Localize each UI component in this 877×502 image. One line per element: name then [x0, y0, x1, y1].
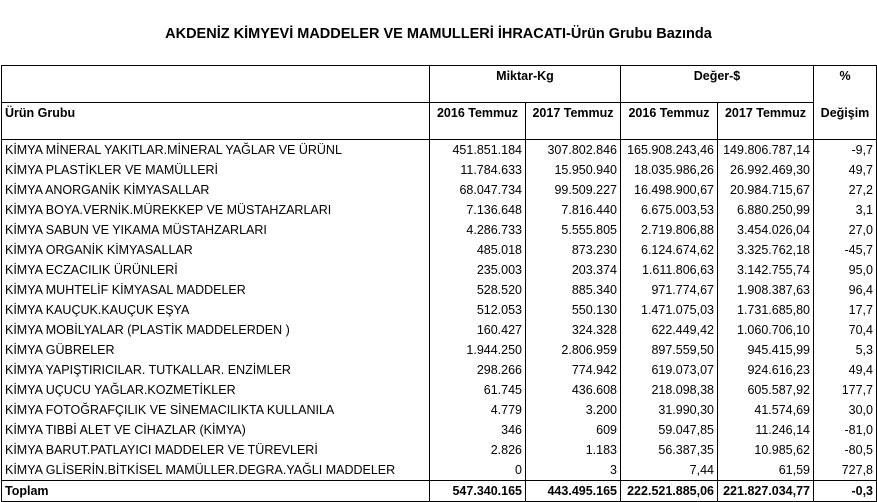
- row-name: KİMYA FOTOĞRAFÇILIK VE SİNEMACILIKTA KULLANILA: [2, 400, 430, 420]
- row-kg-2016: 4.779: [430, 400, 526, 420]
- row-kg-2016: 4.286.733: [430, 220, 526, 240]
- row-name: KİMYA KAUÇUK.KAUÇUK EŞYA: [2, 300, 430, 320]
- row-usd-2016: 7,44: [621, 460, 718, 481]
- row-name: KİMYA BOYA.VERNİK.MÜREKKEP VE MÜSTAHZARLARI: [2, 200, 430, 220]
- row-kg-2017: 550.130: [526, 300, 621, 320]
- total-usd-2017: 221.827.034,77: [718, 481, 814, 502]
- row-pct: -81,0: [814, 420, 877, 440]
- header-usd-2017: 2017 Temmuz: [718, 103, 814, 140]
- row-usd-2017: 149.806.787,14: [718, 140, 814, 161]
- table-row: [2, 180, 877, 200]
- row-name: KİMYA GÜBRELER: [2, 340, 430, 360]
- header-degisim: Değişim: [814, 103, 877, 140]
- row-usd-2017: 6.880.250,99: [718, 200, 814, 220]
- row-kg-2016: 0: [430, 460, 526, 481]
- table-row: [2, 380, 877, 400]
- header-kg-2016: 2016 Temmuz: [430, 103, 526, 140]
- row-usd-2017: 61,59: [718, 460, 814, 481]
- row-usd-2016: 31.990,30: [621, 400, 718, 420]
- row-usd-2017: 1.908.387,63: [718, 280, 814, 300]
- row-kg-2016: 298.266: [430, 360, 526, 380]
- table-row: [2, 360, 877, 380]
- row-kg-2016: 528.520: [430, 280, 526, 300]
- row-kg-2016: 346: [430, 420, 526, 440]
- row-usd-2016: 2.719.806,88: [621, 220, 718, 240]
- row-usd-2017: 924.616,23: [718, 360, 814, 380]
- total-label: Toplam: [2, 481, 430, 502]
- row-kg-2016: 11.784.633: [430, 160, 526, 180]
- header-kg-2017: 2017 Temmuz: [526, 103, 621, 140]
- row-usd-2016: 1.611.806,63: [621, 260, 718, 280]
- row-name: KİMYA GLİSERİN.BİTKİSEL MAMÜLLER.DEGRA.YAĞLI MADDELER: [2, 460, 430, 481]
- row-kg-2017: 436.608: [526, 380, 621, 400]
- row-kg-2017: 2.806.959: [526, 340, 621, 360]
- row-usd-2016: 218.098,38: [621, 380, 718, 400]
- row-kg-2017: 15.950.940: [526, 160, 621, 180]
- row-usd-2016: 6.124.674,62: [621, 240, 718, 260]
- row-kg-2017: 7.816.440: [526, 200, 621, 220]
- row-pct: 49,4: [814, 360, 877, 380]
- row-kg-2016: 512.053: [430, 300, 526, 320]
- table-row: [2, 300, 877, 320]
- row-usd-2017: 3.142.755,74: [718, 260, 814, 280]
- row-usd-2016: 16.498.900,67: [621, 180, 718, 200]
- row-kg-2016: 7.136.648: [430, 200, 526, 220]
- table-row: [2, 460, 877, 481]
- row-kg-2016: 61.745: [430, 380, 526, 400]
- row-name: KİMYA PLASTİKLER VE MAMÜLLERİ: [2, 160, 430, 180]
- table-row: [2, 220, 877, 240]
- row-usd-2016: 897.559,50: [621, 340, 718, 360]
- row-pct: 17,7: [814, 300, 877, 320]
- row-pct: -9,7: [814, 140, 877, 161]
- row-usd-2017: 945.415,99: [718, 340, 814, 360]
- row-pct: 177,7: [814, 380, 877, 400]
- row-kg-2017: 873.230: [526, 240, 621, 260]
- row-usd-2017: 3.454.026,04: [718, 220, 814, 240]
- row-kg-2017: 774.942: [526, 360, 621, 380]
- row-usd-2016: 56.387,35: [621, 440, 718, 460]
- table-row: [2, 280, 877, 300]
- total-pct: -0,3: [814, 481, 877, 502]
- row-kg-2016: 1.944.250: [430, 340, 526, 360]
- row-kg-2017: 307.802.846: [526, 140, 621, 161]
- total-kg-2016: 547.340.165: [430, 481, 526, 502]
- row-name: KİMYA BARUT.PATLAYICI MADDELER VE TÜREVLERİ: [2, 440, 430, 460]
- row-kg-2017: 609: [526, 420, 621, 440]
- row-usd-2017: 11.246,14: [718, 420, 814, 440]
- table-row: [2, 240, 877, 260]
- row-kg-2017: 203.374: [526, 260, 621, 280]
- total-row: [2, 481, 877, 502]
- row-usd-2017: 1.731.685,80: [718, 300, 814, 320]
- table-row: [2, 320, 877, 340]
- row-usd-2017: 3.325.762,18: [718, 240, 814, 260]
- row-name: KİMYA YAPIŞTIRICILAR. TUTKALLAR. ENZİMLER: [2, 360, 430, 380]
- table-row: [2, 260, 877, 280]
- row-usd-2016: 59.047,85: [621, 420, 718, 440]
- row-pct: 727,8: [814, 460, 877, 481]
- row-pct: 96,4: [814, 280, 877, 300]
- header-urun-grubu: Ürün Grubu: [2, 103, 430, 140]
- row-name: KİMYA ANORGANİK KİMYASALLAR: [2, 180, 430, 200]
- row-pct: 70,4: [814, 320, 877, 340]
- row-pct: 30,0: [814, 400, 877, 420]
- row-kg-2016: 160.427: [430, 320, 526, 340]
- export-table: [1, 65, 877, 502]
- row-kg-2017: 99.509.227: [526, 180, 621, 200]
- table-row: [2, 140, 877, 161]
- row-name: KİMYA TIBBİ ALET VE CİHAZLAR (KİMYA): [2, 420, 430, 440]
- table-row: [2, 200, 877, 220]
- row-usd-2016: 619.073,07: [621, 360, 718, 380]
- row-pct: 5,3: [814, 340, 877, 360]
- row-usd-2016: 6.675.003,53: [621, 200, 718, 220]
- row-kg-2016: 451.851.184: [430, 140, 526, 161]
- header-deger: Değer-$: [621, 66, 814, 103]
- header-percent: %: [814, 66, 877, 103]
- row-name: KİMYA MUHTELİF KİMYASAL MADDELER: [2, 280, 430, 300]
- row-kg-2016: 485.018: [430, 240, 526, 260]
- row-kg-2016: 68.047.734: [430, 180, 526, 200]
- header-miktar: Miktar-Kg: [430, 66, 621, 103]
- row-usd-2016: 1.471.075,03: [621, 300, 718, 320]
- row-name: KİMYA SABUN VE YIKAMA MÜSTAHZARLARI: [2, 220, 430, 240]
- row-pct: 95,0: [814, 260, 877, 280]
- row-pct: 3,1: [814, 200, 877, 220]
- total-kg-2017: 443.495.165: [526, 481, 621, 502]
- row-pct: 27,0: [814, 220, 877, 240]
- header-blank: [2, 66, 430, 103]
- table-row: [2, 420, 877, 440]
- row-name: KİMYA ECZACILIK ÜRÜNLERİ: [2, 260, 430, 280]
- row-pct: 27,2: [814, 180, 877, 200]
- row-usd-2016: 165.908.243,46: [621, 140, 718, 161]
- row-pct: -45,7: [814, 240, 877, 260]
- row-usd-2017: 26.992.469,30: [718, 160, 814, 180]
- header-usd-2016: 2016 Temmuz: [621, 103, 718, 140]
- row-usd-2016: 971.774,67: [621, 280, 718, 300]
- row-usd-2017: 20.984.715,67: [718, 180, 814, 200]
- row-name: KİMYA ORGANİK KİMYASALLAR: [2, 240, 430, 260]
- row-usd-2016: 622.449,42: [621, 320, 718, 340]
- row-kg-2017: 885.340: [526, 280, 621, 300]
- row-kg-2017: 3.200: [526, 400, 621, 420]
- row-usd-2017: 10.985,62: [718, 440, 814, 460]
- row-kg-2016: 235.003: [430, 260, 526, 280]
- header-row-top: [2, 66, 877, 103]
- row-kg-2017: 5.555.805: [526, 220, 621, 240]
- table-row: [2, 340, 877, 360]
- row-pct: 49,7: [814, 160, 877, 180]
- row-usd-2017: 605.587,92: [718, 380, 814, 400]
- total-usd-2016: 222.521.885,06: [621, 481, 718, 502]
- row-usd-2016: 18.035.986,26: [621, 160, 718, 180]
- header-row-bottom: [2, 103, 877, 140]
- row-name: KİMYA MOBİLYALAR (PLASTİK MADDELERDEN ): [2, 320, 430, 340]
- row-kg-2017: 1.183: [526, 440, 621, 460]
- row-usd-2017: 41.574,69: [718, 400, 814, 420]
- row-usd-2017: 1.060.706,10: [718, 320, 814, 340]
- row-kg-2017: 3: [526, 460, 621, 481]
- row-pct: -80,5: [814, 440, 877, 460]
- row-name: KİMYA UÇUCU YAĞLAR.KOZMETİKLER: [2, 380, 430, 400]
- table-row: [2, 440, 877, 460]
- row-name: KİMYA MİNERAL YAKITLAR.MİNERAL YAĞLAR VE ÜRÜNL: [2, 140, 430, 161]
- page-title: AKDENİZ KİMYEVİ MADDELER VE MAMULLERİ İHRACATI-Ürün Grubu Bazında: [165, 26, 712, 42]
- table-row: [2, 160, 877, 180]
- row-kg-2017: 324.328: [526, 320, 621, 340]
- row-kg-2016: 2.826: [430, 440, 526, 460]
- table-row: [2, 400, 877, 420]
